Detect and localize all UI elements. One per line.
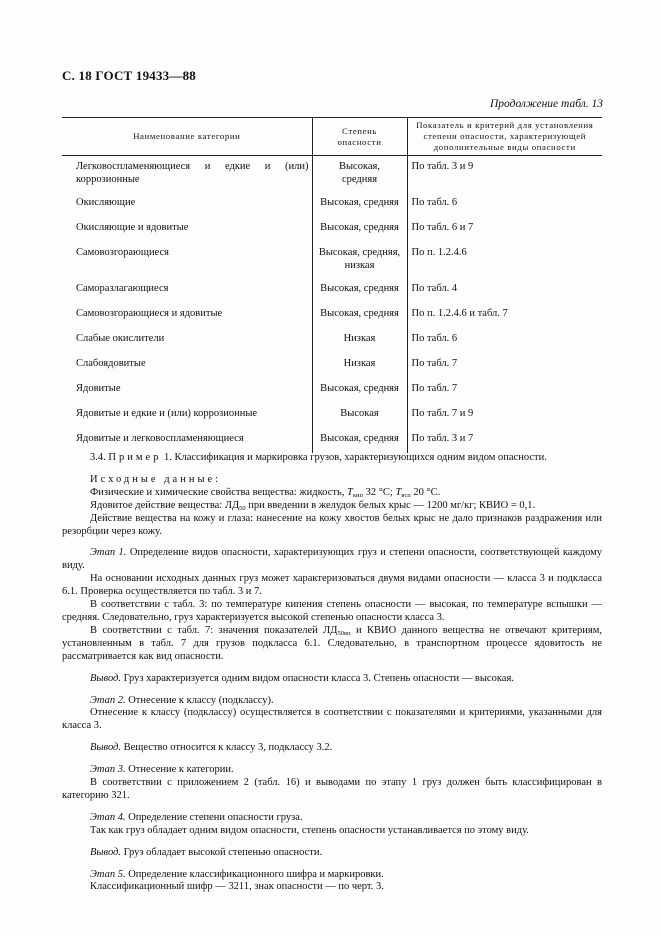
cell-degree: Высокая, средняя, низкая	[312, 242, 407, 278]
cell-category: Слабоядовитые	[76, 357, 146, 369]
example-word: Пример	[108, 452, 162, 463]
cell-criterion: По п. 1.2.4.6 и табл. 7	[407, 303, 602, 328]
conclusion-label: Вывод.	[90, 846, 121, 858]
cell-criterion: По табл. 3 и 7	[407, 428, 602, 453]
table-row	[62, 217, 602, 242]
ld50vn-subscript: 50вн	[337, 629, 351, 637]
cell-criterion: По табл. 4	[407, 278, 602, 303]
page-header: С. 18 ГОСТ 19433—88	[62, 68, 196, 83]
category-table	[62, 117, 602, 453]
cell-degree: Высокая, средняя	[312, 192, 407, 217]
stage3-paragraph: В соответствии с приложением 2 (табл. 16) и выводами по этапу 1 груз должен быть классифицирован в категорию 321.	[62, 777, 602, 801]
table-row	[62, 278, 602, 303]
input2-text-a: Ядовитое действие вещества: ЛД	[90, 499, 240, 511]
stage3-text: Отнесение к категории.	[128, 764, 234, 776]
stage2-label: Этап 2.	[90, 694, 126, 706]
t-kip-subscript: кип	[352, 491, 363, 499]
stage2-text: Отнесение к классу (подклассу).	[128, 694, 274, 706]
cell-criterion: По табл. 6 и 7	[407, 217, 602, 242]
cell-category: Ядовитые	[76, 382, 121, 394]
input1-text: Физические и химические свойства вещества: жидкость,	[90, 486, 345, 498]
conclusion-2	[62, 742, 602, 755]
t-vsp-symbol: T	[395, 486, 402, 498]
stage3-label: Этап 3.	[90, 764, 126, 776]
cell-degree: Низкая	[312, 328, 407, 353]
conclusion-label: Вывод.	[90, 672, 121, 684]
cell-criterion: По табл. 6	[407, 328, 602, 353]
cell-criterion: По п. 1.2.4.6	[407, 242, 602, 278]
conclusion-label: Вывод.	[90, 742, 121, 754]
table-row	[62, 428, 602, 453]
cell-degree: Высокая, средняя	[312, 428, 407, 453]
t-kip-value: 32 °C;	[365, 486, 393, 498]
table-row	[62, 353, 602, 378]
cell-category: Легковоспламеняющиеся и едкие и (или) коррозионные	[76, 161, 309, 185]
cell-category: Самовозгорающиеся	[76, 246, 170, 258]
cell-category: Окисляющие	[76, 196, 136, 208]
example-title: 1. Классификация и маркировка грузов, характеризующихся одним видом опасности.	[164, 452, 547, 463]
stage2-heading	[62, 695, 602, 708]
stage1-paragraph-2: В соответствии с табл. 3: по температуре кипения степень опасности — высокая, по температуре вспышки — средняя. Следовательно, груз характеризуется высокой степенью опасности класса 3.	[62, 599, 602, 623]
stage5-heading	[62, 869, 602, 882]
input-toxic	[62, 500, 602, 513]
stage4-heading	[62, 812, 602, 825]
cell-criterion: По табл. 7 и 9	[407, 403, 602, 428]
table-row	[62, 242, 602, 278]
input-skin: Действие вещества на кожу и глаза: нанесение на кожу хвостов белых крыс не дало признаков раздражения или резорбции через кожу.	[62, 512, 602, 537]
cell-criterion: По табл. 7	[407, 353, 602, 378]
table-row	[62, 156, 602, 192]
table-row	[62, 303, 602, 328]
cell-degree: Высокая, средняя	[312, 278, 407, 303]
col-header-criterion: Показатель и критерий для установления степени опасности, характеризующей дополнительные виды опасности	[407, 118, 602, 156]
stage4-paragraph: Так как груз обладает одним видом опасности, степень опасности устанавливается по этому виду.	[90, 824, 529, 836]
stage4-text: Определение степени опасности груза.	[128, 811, 303, 823]
stage1-heading	[62, 547, 602, 573]
t-kip-symbol: T	[346, 486, 353, 498]
cell-category: Ядовитые и легковоспламеняющиеся	[76, 432, 244, 444]
cell-category: Самовозгорающиеся и ядовитые	[76, 307, 223, 319]
cell-degree: Низкая	[312, 353, 407, 378]
stage3-heading	[62, 764, 602, 777]
cell-criterion: По табл. 7	[407, 378, 602, 403]
input-physical	[62, 487, 602, 500]
table-row	[62, 403, 602, 428]
table-row	[62, 192, 602, 217]
table-row	[62, 378, 602, 403]
conclusion-1	[62, 673, 602, 686]
clause-number: 3.4.	[90, 452, 106, 463]
stage1-label: Этап 1.	[90, 547, 127, 559]
ld50-subscript: 50	[239, 504, 246, 512]
cell-degree: Высокая, средняя	[312, 156, 407, 192]
col-header-degree: Степень опасности	[312, 118, 407, 156]
input-heading	[62, 474, 602, 487]
input-heading-text: Исходные данные:	[90, 473, 222, 485]
cell-category: Окисляющие и ядовитые	[76, 221, 189, 233]
table-row	[62, 328, 602, 353]
cell-degree: Высокая	[312, 403, 407, 428]
stage1-paragraph-1: На основании исходных данных груз может характеризоваться двумя видами опасности — класса 3 и подкласса 6.1. Проверка осуществляется по табл. 3 и 7.	[62, 573, 602, 598]
cell-degree: Высокая, средняя	[312, 378, 407, 403]
stage4-label: Этап 4.	[90, 811, 126, 823]
cell-category: Саморазлагающиеся	[76, 282, 169, 294]
example-section	[62, 452, 602, 894]
stage5-paragraph: Классификационный шифр — 3211, знак опасности — по черт. 3.	[90, 881, 384, 893]
stage2-paragraph: Отнесение к классу (подклассу) осуществляется в соответствии с показателями и критериями, указанными для класса 3.	[62, 707, 602, 732]
conclusion-2-text: Вещество относится к классу 3, подклассу 3.2.	[123, 742, 333, 754]
cell-category: Ядовитые и едкие и (или) коррозионные	[76, 407, 258, 419]
stage5-text: Определение классификационного шифра и маркировки.	[128, 868, 384, 880]
cell-degree: Высокая, средняя	[312, 303, 407, 328]
cell-category: Слабые окислители	[76, 332, 165, 344]
t-vsp-subscript: всп	[401, 491, 411, 499]
cell-degree: Высокая, средняя	[312, 217, 407, 242]
table-continuation-label: Продолжение табл. 13	[490, 98, 603, 110]
t-vsp-value: 20 °C.	[413, 486, 441, 498]
col-header-category: Наименование категории	[62, 118, 312, 156]
conclusion-1-text: Груз характеризуется одним видом опасности класса 3. Степень опасности — высокая.	[123, 672, 514, 684]
stage1-text: Определение видов опасности, характеризующих груз и степени опасности, соответствующей каждому виду.	[62, 547, 603, 572]
conclusion-4-text: Груз обладает высокой степенью опасности.	[123, 846, 323, 858]
conclusion-4	[62, 847, 602, 860]
stage1-p3-text-b: и КВИО данного вещества не отвечают критериям, установленным в табл. 7 для грузов подкласса 6.1. Следовательно, в транспортном процессе ядовитость не рассматривается как вид опасности.	[62, 624, 603, 662]
stage1-p3-text-a: В соответствии с табл. 7: значения показателей ЛД	[90, 624, 338, 636]
cell-criterion: По табл. 6	[407, 192, 602, 217]
cell-criterion: По табл. 3 и 9	[407, 156, 602, 192]
stage5-label: Этап 5.	[90, 868, 126, 880]
stage1-paragraph-3	[62, 625, 602, 664]
example-heading	[62, 452, 602, 465]
input2-text-b: при введении в желудок белых крыс — 1200 мг/кг; КВИО = 0,1.	[248, 499, 536, 511]
